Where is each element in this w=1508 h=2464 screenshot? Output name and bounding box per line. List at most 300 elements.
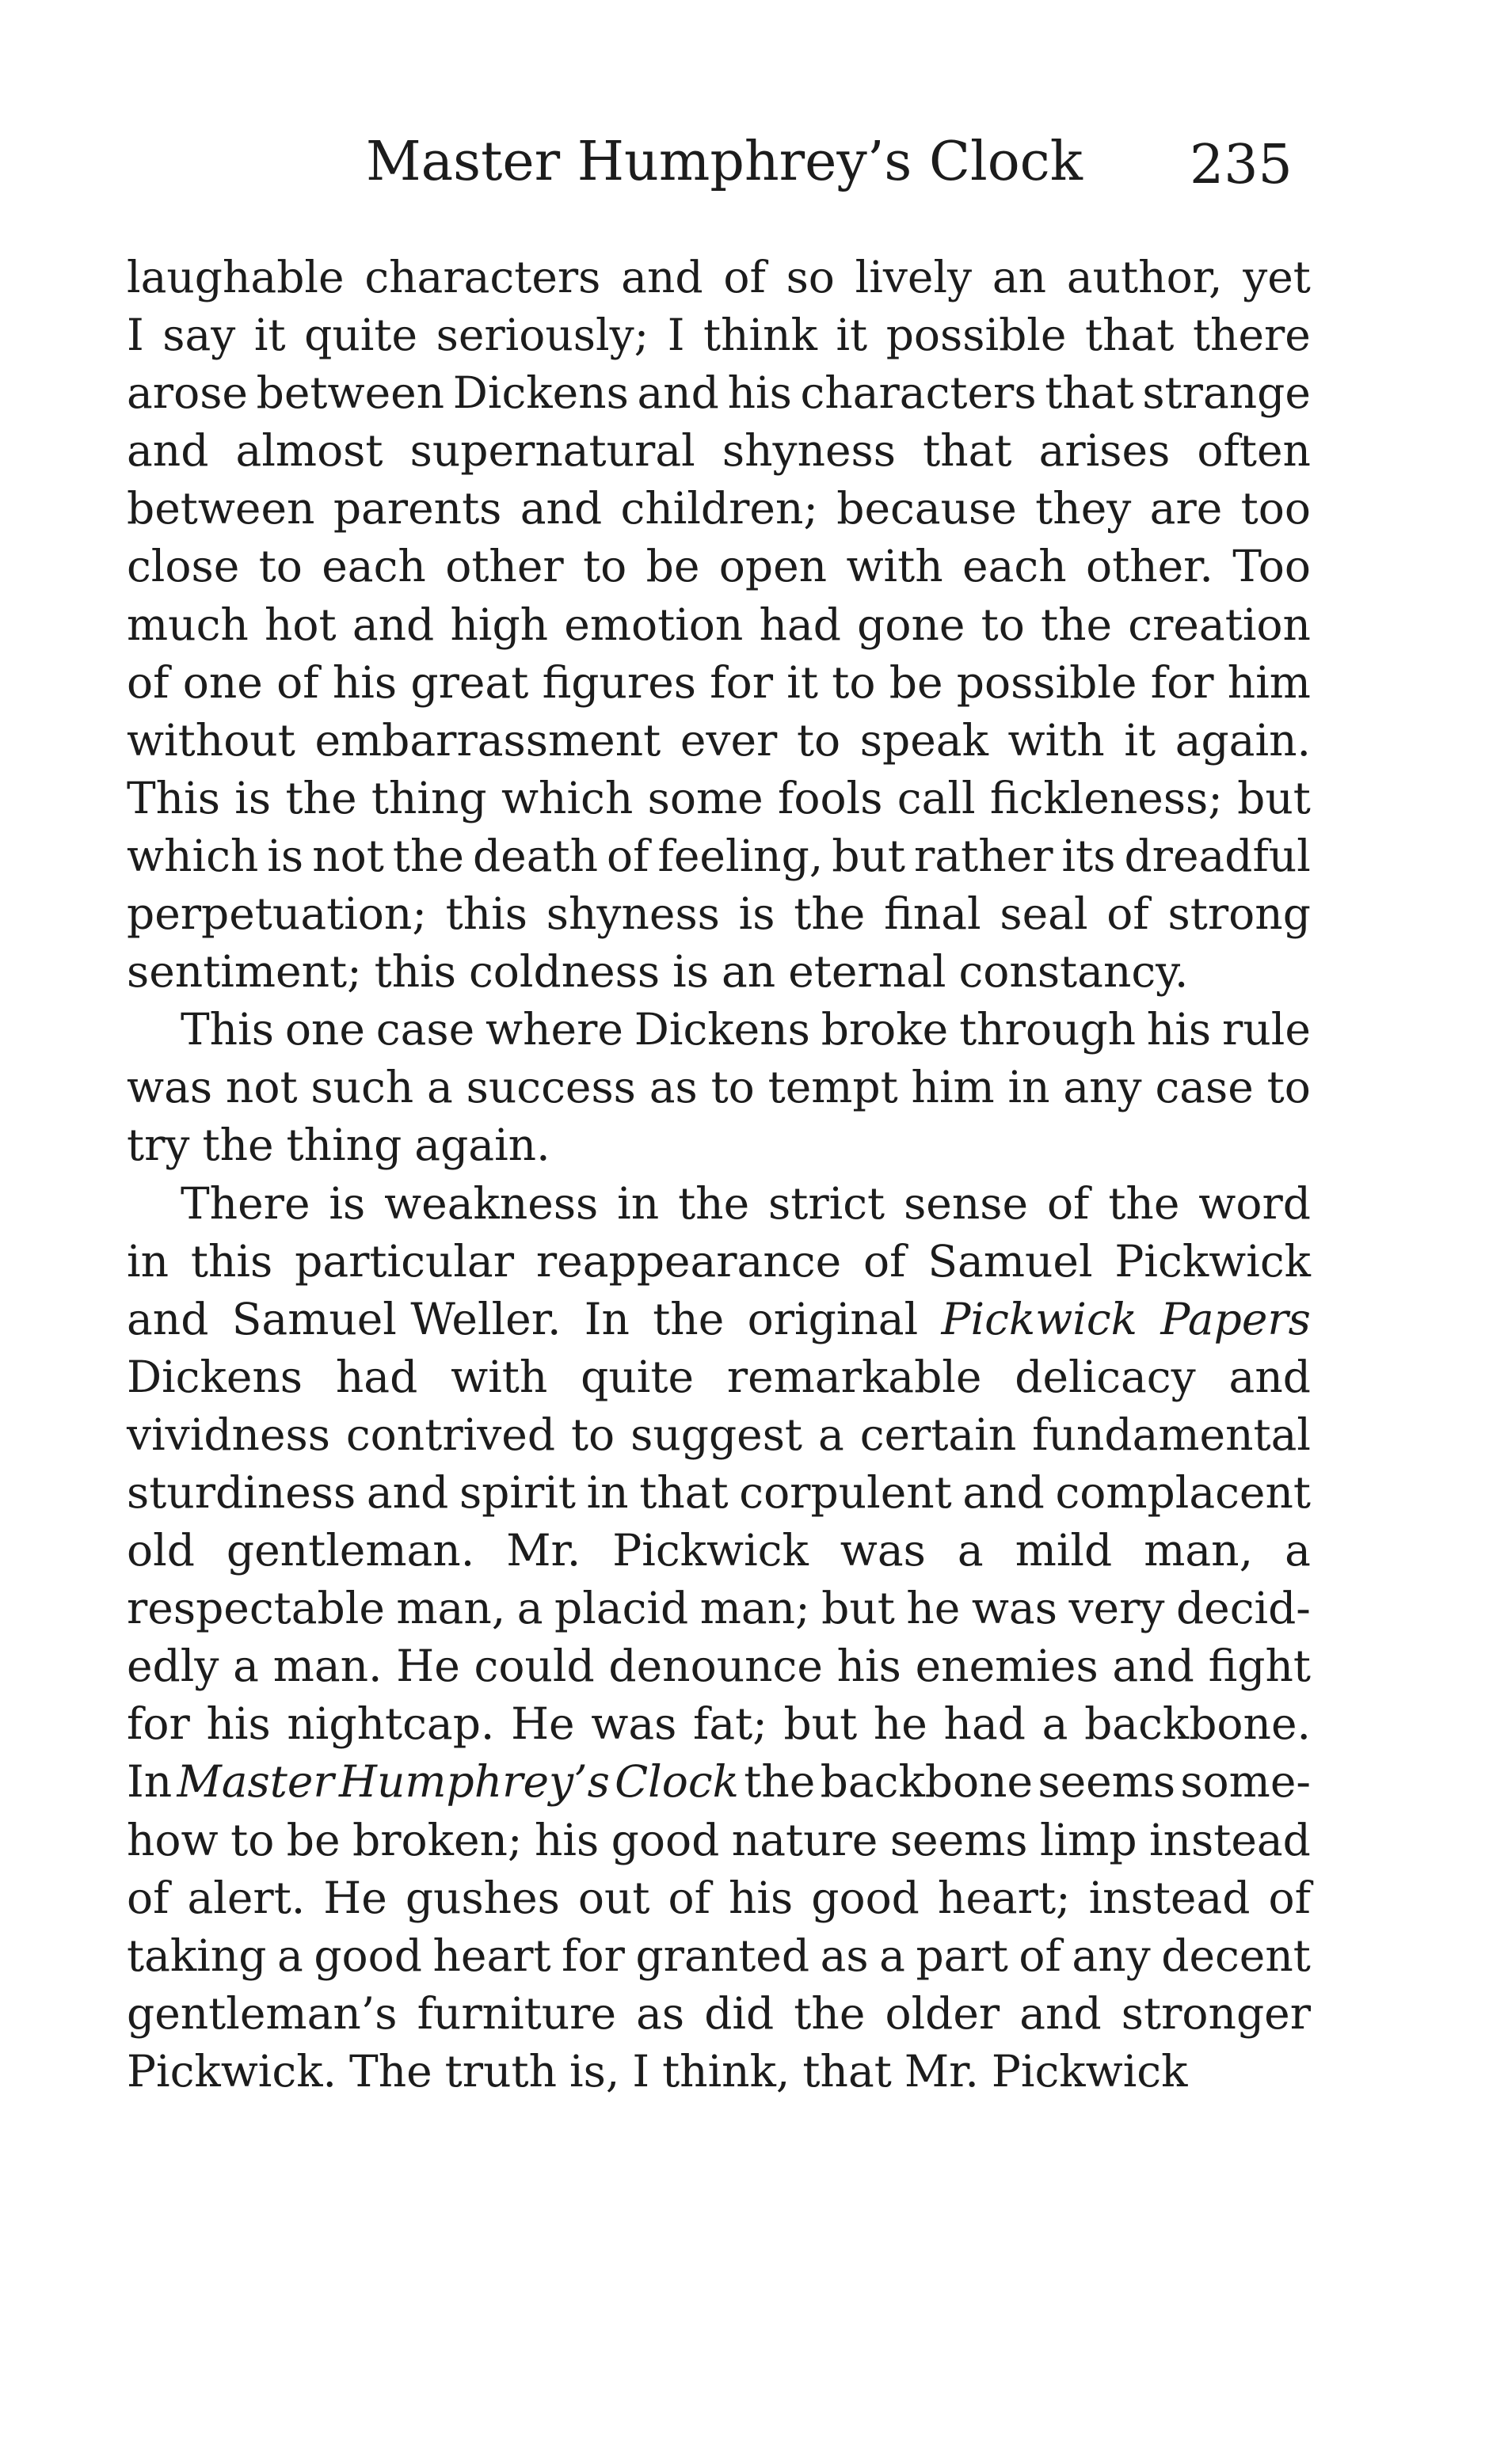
word: complacent xyxy=(1055,1466,1311,1518)
word: and xyxy=(520,483,603,534)
word: strict xyxy=(768,1177,885,1229)
text-line xyxy=(127,827,1311,885)
word: between xyxy=(256,367,445,419)
word: and xyxy=(1019,1987,1102,2039)
word: think xyxy=(703,310,817,361)
word: to xyxy=(832,656,876,708)
word: too xyxy=(1240,483,1311,534)
word: a xyxy=(1285,1525,1311,1576)
word: backbone xyxy=(820,1756,1034,1808)
word: the xyxy=(202,1120,274,1171)
word: instead xyxy=(1149,1814,1311,1865)
word: is xyxy=(329,1177,366,1229)
word: and xyxy=(962,1466,1045,1518)
word: of xyxy=(127,1872,169,1923)
word: any xyxy=(1072,1930,1151,1981)
text-line xyxy=(127,364,1311,422)
word: final xyxy=(884,888,981,940)
word: good xyxy=(811,1872,920,1923)
word: high xyxy=(450,599,549,650)
word: Mr. xyxy=(506,1525,581,1576)
word: to xyxy=(796,714,841,766)
word: vividness xyxy=(127,1409,330,1460)
word: be xyxy=(889,656,943,708)
word: some- xyxy=(1180,1756,1311,1808)
word: death xyxy=(472,830,599,881)
word: had xyxy=(335,1351,418,1402)
word: Samuel xyxy=(927,1235,1093,1287)
word: man, xyxy=(1144,1525,1254,1576)
word: taking xyxy=(127,1930,267,1981)
word: sense xyxy=(904,1177,1029,1229)
word: and xyxy=(127,425,209,477)
word: mild xyxy=(1015,1525,1113,1576)
word: the xyxy=(285,772,357,823)
word: hot xyxy=(265,599,337,650)
word: his xyxy=(534,1814,600,1865)
word: but xyxy=(1237,772,1311,823)
word: could xyxy=(474,1641,595,1692)
word: quite xyxy=(581,1351,695,1402)
word: say xyxy=(162,310,236,361)
word: Papers xyxy=(1160,1293,1311,1344)
word: in xyxy=(617,1177,660,1229)
word: good xyxy=(611,1814,720,1865)
word: He xyxy=(396,1641,460,1692)
word: are xyxy=(1149,483,1223,534)
word: its xyxy=(1061,830,1116,881)
text-line xyxy=(127,1348,1311,1406)
word: of xyxy=(668,1872,710,1923)
word: almost xyxy=(235,425,383,477)
word: He xyxy=(323,1872,387,1923)
word: other. xyxy=(1086,541,1213,592)
word: where xyxy=(486,1004,623,1055)
text-line xyxy=(127,1753,1311,1811)
word: and xyxy=(127,1293,209,1344)
word: for xyxy=(127,1698,190,1750)
word: gushes xyxy=(405,1872,560,1923)
word: call xyxy=(897,772,976,823)
word: figures xyxy=(542,656,696,708)
word: instead xyxy=(1088,1872,1251,1923)
word: each xyxy=(322,541,426,592)
word: Dickens xyxy=(127,1351,303,1402)
word: embarrassment xyxy=(314,714,661,766)
word: of xyxy=(276,656,319,708)
word: decent xyxy=(1161,1930,1311,1981)
word: his xyxy=(332,656,398,708)
word: to xyxy=(570,1409,615,1460)
text-line xyxy=(127,1637,1311,1695)
word: is, xyxy=(569,2045,620,2097)
text-line xyxy=(127,422,1311,480)
text-line xyxy=(127,1291,1311,1348)
word: other xyxy=(445,541,564,592)
word: certain xyxy=(859,1409,1017,1460)
word: very xyxy=(1068,1583,1165,1634)
word: thing xyxy=(286,1120,402,1171)
text-line xyxy=(127,1175,1311,1233)
word: Pickwick xyxy=(941,1293,1138,1344)
word: with xyxy=(846,541,943,592)
word: dreadful xyxy=(1124,830,1311,881)
text-line xyxy=(127,1406,1311,1464)
word: an xyxy=(992,252,1047,302)
word: not xyxy=(312,830,384,881)
word: denounce xyxy=(608,1641,823,1692)
word: supernatural xyxy=(409,425,695,477)
word: his xyxy=(727,367,792,419)
word: fight xyxy=(1208,1641,1311,1692)
word: with xyxy=(451,1351,548,1402)
word: to xyxy=(230,1814,275,1865)
word: that xyxy=(1084,310,1175,361)
word: a xyxy=(817,1409,844,1460)
word: with xyxy=(1007,714,1105,766)
text-line xyxy=(127,1927,1311,1985)
word: it xyxy=(253,310,286,361)
word: much xyxy=(127,599,249,650)
word: and xyxy=(1112,1641,1194,1692)
word: spirit xyxy=(459,1466,576,1518)
text-line xyxy=(127,885,1311,943)
word: seems xyxy=(1038,1756,1176,1808)
word: fools xyxy=(778,772,883,823)
word: the xyxy=(794,888,866,940)
word: Too xyxy=(1232,541,1311,592)
word: rather xyxy=(914,830,1053,881)
word: of xyxy=(1268,1872,1311,1923)
word: out xyxy=(577,1872,650,1923)
word: try xyxy=(127,1120,190,1171)
word: as xyxy=(636,1987,685,2039)
word: for xyxy=(1150,656,1214,708)
word: constancy. xyxy=(958,946,1189,998)
word: Samuel Weller. xyxy=(231,1293,562,1344)
text-line xyxy=(127,2043,1311,2101)
word: of xyxy=(723,252,766,302)
word: limp xyxy=(1039,1814,1137,1865)
word: The xyxy=(349,2045,432,2097)
word: characters xyxy=(800,367,1037,419)
word: some xyxy=(647,772,764,823)
word: a xyxy=(233,1641,259,1692)
text-line xyxy=(127,1869,1311,1927)
word: an xyxy=(721,946,776,998)
word: This xyxy=(127,772,220,823)
word: seriously; xyxy=(436,310,649,361)
word: lively xyxy=(855,252,973,302)
word: in xyxy=(1007,1062,1050,1113)
word: a xyxy=(276,1930,303,1981)
body-text xyxy=(127,249,1311,2101)
word: which xyxy=(127,830,259,881)
word: through xyxy=(959,1004,1137,1055)
word: creation xyxy=(1128,599,1311,650)
word: strange xyxy=(1142,367,1311,419)
word: Dickens xyxy=(634,1004,810,1055)
text-line xyxy=(127,480,1311,538)
word: fundamental xyxy=(1032,1409,1311,1460)
word: is xyxy=(672,946,709,998)
word: a xyxy=(879,1930,905,1981)
word: word xyxy=(1198,1177,1311,1229)
word: but xyxy=(783,1698,858,1750)
word: but xyxy=(821,1583,895,1634)
word: think, xyxy=(662,2045,790,2097)
word: and xyxy=(1228,1351,1311,1402)
word: often xyxy=(1197,425,1311,477)
word: perpetuation; xyxy=(127,888,427,940)
word: seal xyxy=(1000,888,1088,940)
word: coldness xyxy=(469,946,661,998)
word: that xyxy=(802,2045,892,2097)
word: close xyxy=(127,541,240,592)
word: was xyxy=(971,1583,1057,1634)
word: him xyxy=(1227,656,1311,708)
word: In xyxy=(127,1756,173,1808)
word: alert. xyxy=(187,1872,306,1923)
page-number: 235 xyxy=(1190,134,1293,196)
word: Clock xyxy=(615,1756,739,1808)
word: is xyxy=(234,772,272,823)
word: arose xyxy=(127,367,248,419)
word: fat; xyxy=(693,1698,767,1750)
word: man, xyxy=(396,1583,506,1634)
word: remarkable xyxy=(726,1351,982,1402)
word: a xyxy=(957,1525,984,1576)
word: his xyxy=(206,1698,271,1750)
word: original xyxy=(747,1293,919,1344)
word: shyness xyxy=(546,888,720,940)
word: older xyxy=(885,1987,1000,2039)
word: children; xyxy=(620,483,818,534)
word: corpulent xyxy=(739,1466,952,1518)
text-line xyxy=(127,1812,1311,1869)
text-line xyxy=(127,712,1311,770)
word: the xyxy=(392,830,464,881)
word: that xyxy=(1045,367,1134,419)
word: not xyxy=(225,1062,298,1113)
word: him xyxy=(911,1062,995,1113)
text-line xyxy=(127,654,1311,712)
word: contrived xyxy=(345,1409,556,1460)
word: ever xyxy=(680,714,778,766)
word: backbone. xyxy=(1084,1698,1311,1750)
word: In xyxy=(584,1293,630,1344)
word: a xyxy=(427,1062,453,1113)
word: Mr. xyxy=(904,2045,979,2097)
word: to xyxy=(981,599,1025,650)
word: had xyxy=(759,599,841,650)
word: in xyxy=(586,1466,629,1518)
word: and xyxy=(621,252,703,302)
text-line xyxy=(127,1059,1311,1116)
word: be xyxy=(286,1814,341,1865)
word: the xyxy=(1108,1177,1180,1229)
word: of xyxy=(1106,888,1149,940)
word: that xyxy=(923,425,1012,477)
word: and xyxy=(637,367,719,419)
word: the xyxy=(744,1756,816,1808)
word: granted xyxy=(635,1930,810,1981)
word: again. xyxy=(1175,714,1311,766)
word: had xyxy=(943,1698,1026,1750)
word: He xyxy=(511,1698,575,1750)
word: good xyxy=(314,1930,422,1981)
word: to xyxy=(258,541,303,592)
word: as xyxy=(649,1062,698,1113)
text-line xyxy=(127,596,1311,654)
word: placid xyxy=(554,1583,689,1634)
word: delicacy xyxy=(1015,1351,1196,1402)
word: it xyxy=(1124,714,1156,766)
word: respectable xyxy=(127,1583,385,1634)
word: emotion xyxy=(564,599,744,650)
word: enemies xyxy=(915,1641,1099,1692)
word: such xyxy=(310,1062,414,1113)
text-line xyxy=(127,1522,1311,1580)
word: great xyxy=(410,656,529,708)
text-line xyxy=(127,249,1311,306)
word: tempt xyxy=(767,1062,898,1113)
word: his xyxy=(729,1872,794,1923)
text-line xyxy=(127,1001,1311,1059)
word: it xyxy=(786,656,818,708)
word: strong xyxy=(1167,888,1311,940)
word: broken; xyxy=(352,1814,523,1865)
word: and xyxy=(366,1466,449,1518)
word: There xyxy=(181,1177,310,1229)
word: quite xyxy=(304,310,418,361)
word: fickleness; xyxy=(989,772,1223,823)
word: sentiment; xyxy=(127,946,362,998)
word: furniture xyxy=(417,1987,617,2039)
word: how xyxy=(127,1814,219,1865)
word: stronger xyxy=(1121,1987,1311,2039)
word: Pickwick. xyxy=(127,2045,337,2097)
word: between xyxy=(127,483,315,534)
word: reappearance xyxy=(535,1235,842,1287)
word: it xyxy=(836,310,868,361)
word: a xyxy=(1042,1698,1068,1750)
word: heart xyxy=(432,1930,551,1981)
word: parents xyxy=(333,483,502,534)
word: in xyxy=(127,1235,169,1287)
word: because xyxy=(836,483,1017,534)
word: did xyxy=(704,1987,775,2039)
word: for xyxy=(710,656,774,708)
word: Pickwick xyxy=(991,2045,1188,2097)
word: so xyxy=(786,252,835,302)
text-line xyxy=(127,943,1311,1001)
word: they xyxy=(1035,483,1132,534)
word: possible xyxy=(885,310,1067,361)
paragraph xyxy=(127,1001,1311,1174)
word: each xyxy=(962,541,1067,592)
word: thing xyxy=(371,772,487,823)
word: case xyxy=(375,1004,475,1055)
word: heart; xyxy=(937,1872,1071,1923)
text-line xyxy=(127,1233,1311,1291)
word: particular xyxy=(295,1235,514,1287)
text-line xyxy=(127,1695,1311,1753)
word: was xyxy=(127,1062,213,1113)
word: man. xyxy=(272,1641,383,1692)
word: Dickens xyxy=(452,367,629,419)
word: he xyxy=(906,1583,961,1634)
word: gentleman’s xyxy=(127,1987,398,2039)
word: his xyxy=(1146,1004,1212,1055)
word: edly xyxy=(127,1641,219,1692)
word: one xyxy=(182,656,263,708)
running-head xyxy=(0,127,1508,198)
word: this xyxy=(445,888,527,940)
word: is xyxy=(267,830,304,881)
word: yet xyxy=(1243,252,1311,302)
word: to xyxy=(583,541,627,592)
word: weakness xyxy=(384,1177,599,1229)
word: suggest xyxy=(630,1409,803,1460)
word: be xyxy=(645,541,700,592)
word: I xyxy=(667,310,685,361)
word: arises xyxy=(1038,425,1171,477)
word: is xyxy=(738,888,775,940)
word: he xyxy=(873,1698,927,1750)
word: one xyxy=(284,1004,365,1055)
word: was xyxy=(840,1525,926,1576)
word: shyness xyxy=(722,425,896,477)
word: of xyxy=(863,1235,906,1287)
word: this xyxy=(374,946,456,998)
word: success xyxy=(466,1062,636,1113)
word: case xyxy=(1155,1062,1254,1113)
word: man; xyxy=(699,1583,810,1634)
word: Pickwick xyxy=(612,1525,809,1576)
text-line xyxy=(127,1116,1311,1174)
word: author, xyxy=(1066,252,1223,302)
running-title: Master Humphrey’s Clock xyxy=(366,131,1083,193)
word: Humphrey’s xyxy=(339,1756,610,1808)
word: Master xyxy=(177,1756,334,1808)
word: of xyxy=(1046,1177,1090,1229)
word: there xyxy=(1192,310,1311,361)
word: old xyxy=(127,1525,195,1576)
text-line xyxy=(127,538,1311,595)
word: a xyxy=(516,1583,543,1634)
word: truth xyxy=(444,2045,558,2097)
word: but xyxy=(832,830,906,881)
word: of xyxy=(127,656,169,708)
word: of xyxy=(1019,1930,1061,1981)
paragraph xyxy=(127,1175,1311,2101)
word: part xyxy=(916,1930,1008,1981)
word: seems xyxy=(889,1814,1028,1865)
word: I xyxy=(632,2045,650,2097)
word: eternal xyxy=(788,946,946,998)
word: as xyxy=(820,1930,869,1981)
word: that xyxy=(639,1466,729,1518)
paragraph xyxy=(127,249,1311,1001)
word: his xyxy=(836,1641,901,1692)
word: and xyxy=(352,599,435,650)
word: nightcap. xyxy=(287,1698,495,1750)
word: of xyxy=(607,830,649,881)
word: without xyxy=(127,714,295,766)
text-line xyxy=(127,1985,1311,2043)
word: to xyxy=(710,1062,755,1113)
